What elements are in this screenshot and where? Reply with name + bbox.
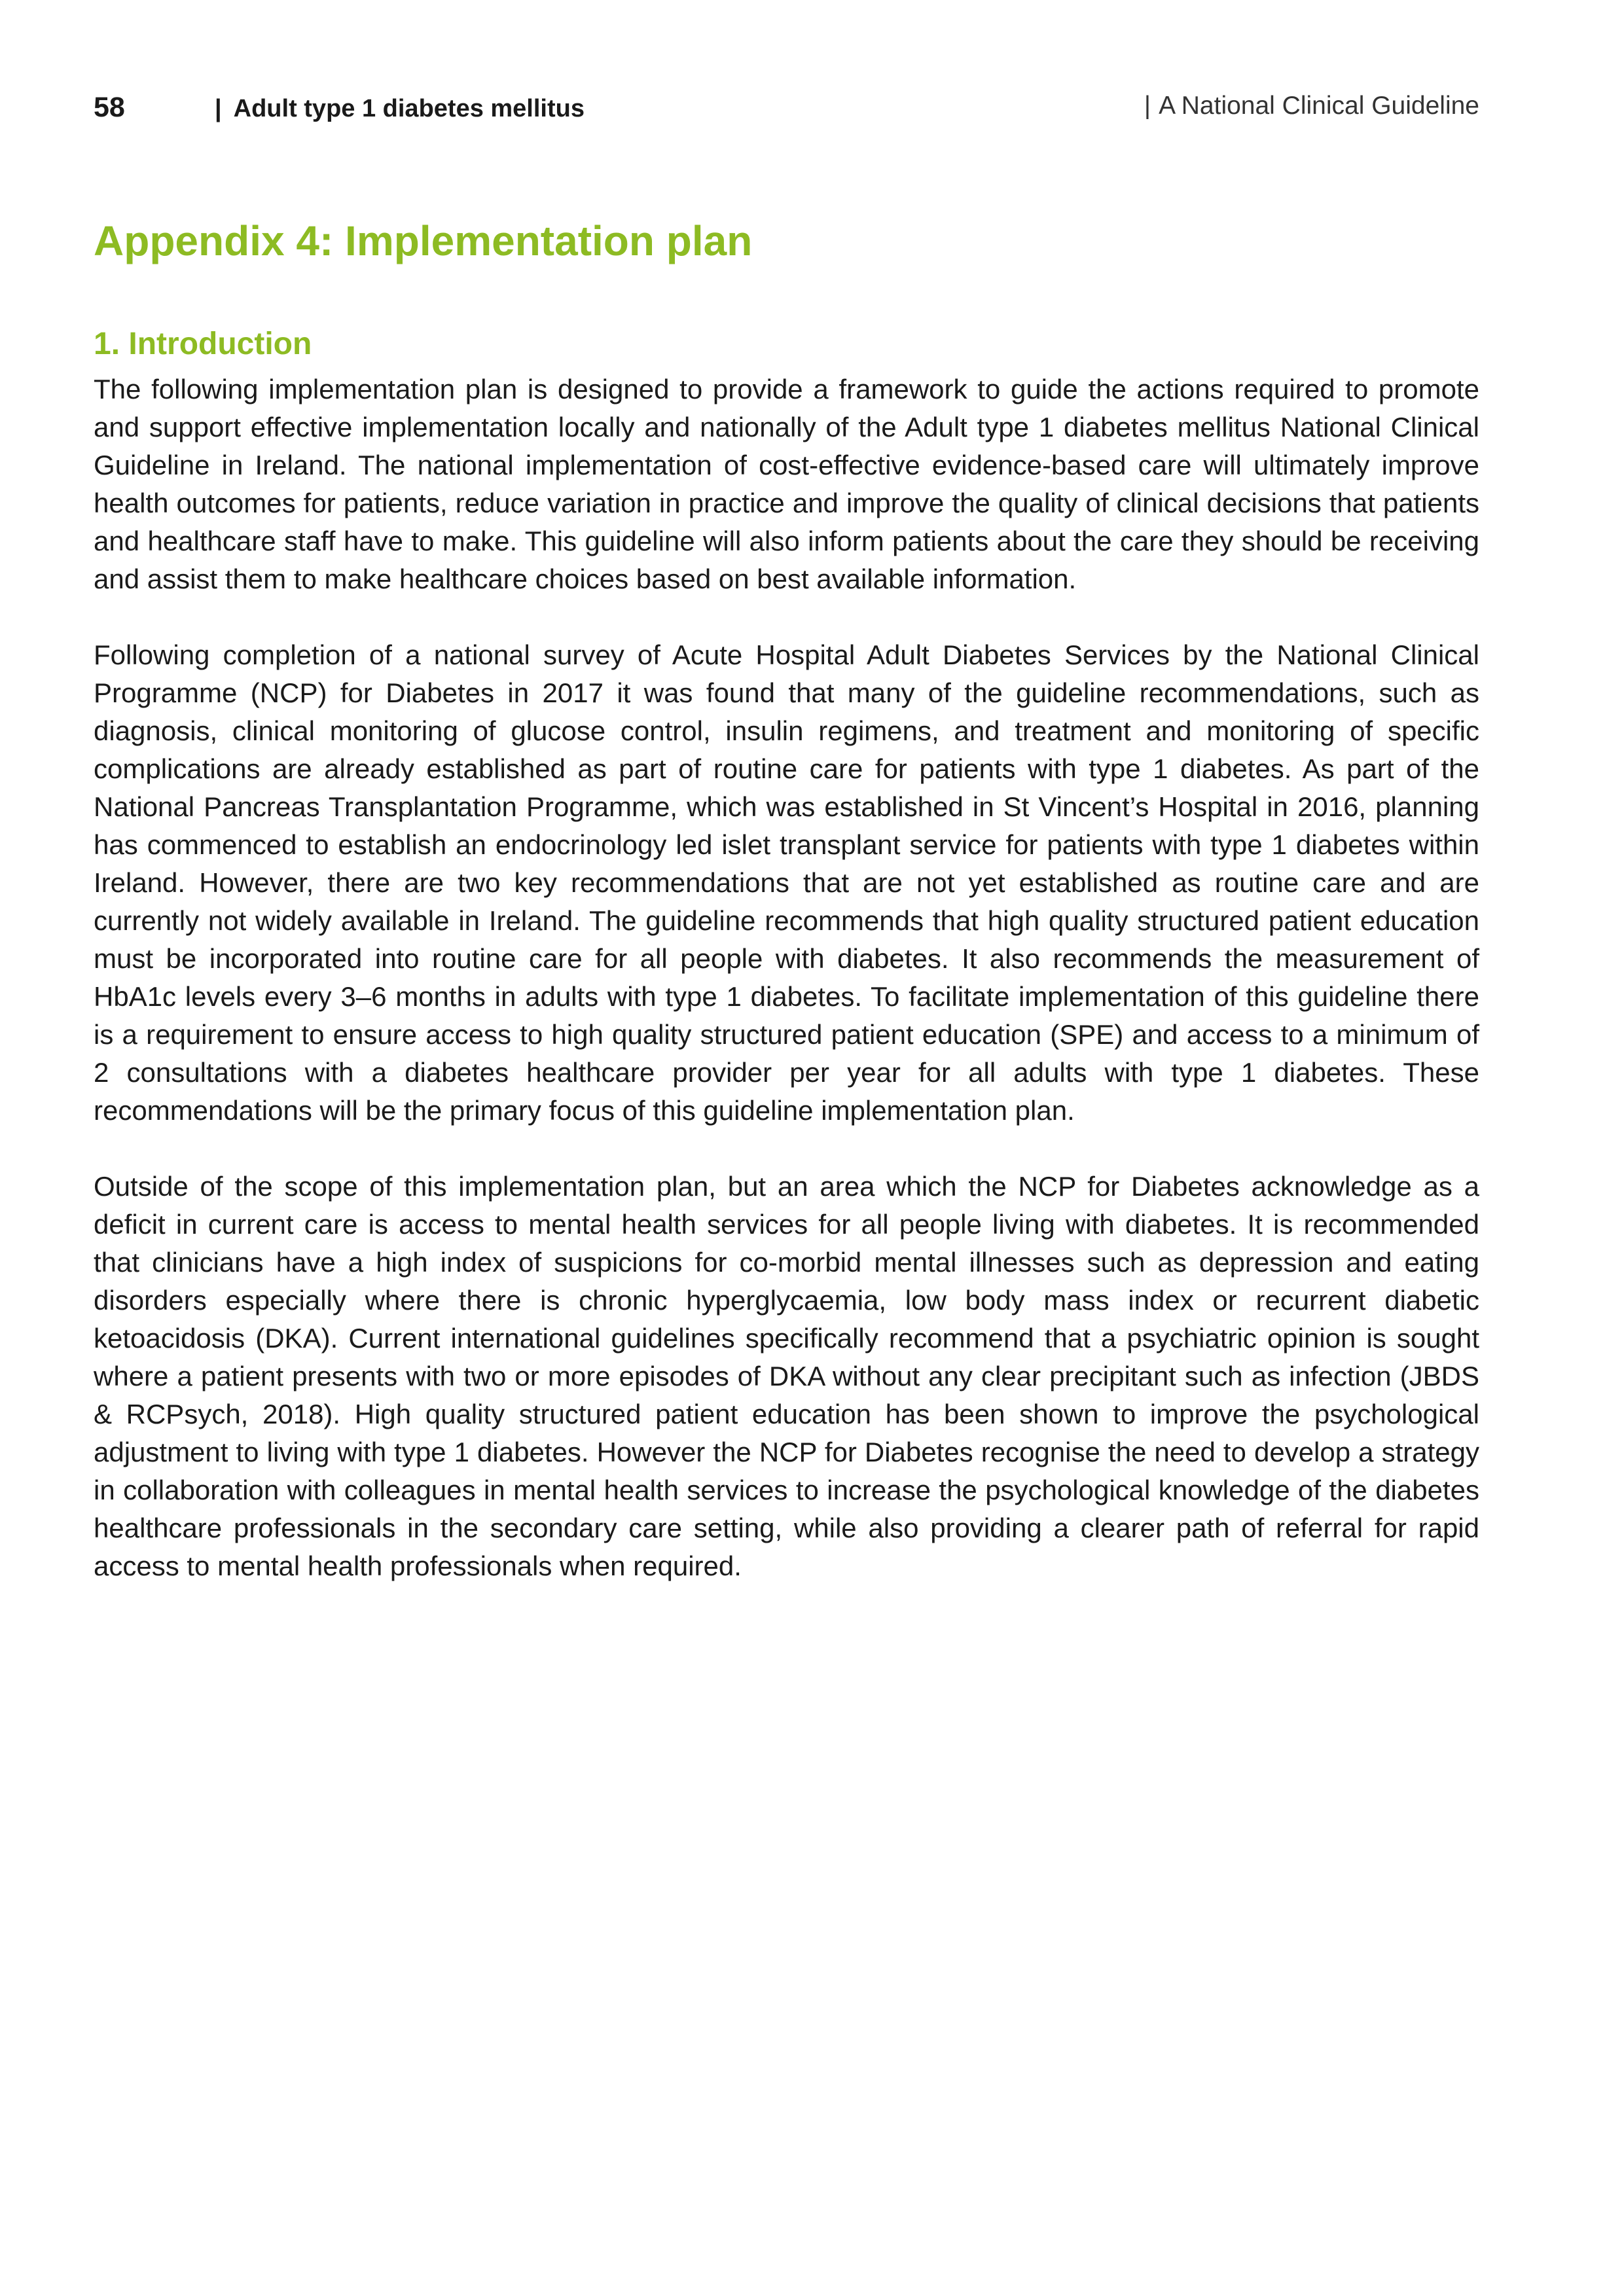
running-title-text: Adult type 1 diabetes mellitus bbox=[233, 95, 585, 122]
header-right-separator: | bbox=[1144, 92, 1151, 120]
paragraph-1: The following implementation plan is designed to provide a framework to guide the actions required to promote and support effective implementation locally and nationally of the Adult type 1 diabetes mellitus National Clinical Guideline in Ireland. The national implementation of cost-effective evidence-based care will ultimately improve health outcomes for patients, reduce variation in practice and improve the quality of clinical decisions that patients and healthcare staff have to make. This guideline will also inform patients about the care they should be receiving and assist them to make healthcare choices based on best available information. bbox=[94, 374, 1479, 595]
paragraph-2: Following completion of a national survey of Acute Hospital Adult Diabetes Services by the National Clinical Programme (NCP) for Diabetes in 2017 it was found that many of the guideline recommendations, such as diagnosis, clinical monitoring of glucose control, insulin regimens, and treatment and monitoring of specific complications are already established as part of routine care for patients with type 1 diabetes. As part of the National Pancreas Transplantation Programme, which was established in St Vincent’s Hospital in 2016, planning has commenced to establish an endocrinology led islet transplant service for patients with type 1 diabetes within Ireland. However, there are two key recommendations that are not yet established as routine care and are currently not widely available in Ireland. The guideline recommends that high quality structured patient education must be incorporated into routine care for all people with diabetes. It also recommends the measurement of HbA1c levels every 3–6 months in adults with type 1 diabetes. To facilitate implementation of this guideline there is a requirement to ensure access to high quality structured patient education (SPE) and access to a minimum of 2 consultations with a diabetes healthcare provider per year for all adults with type 1 diabetes. These recommendations will be the primary focus of this guideline implementation plan. bbox=[94, 639, 1479, 1126]
page-header-left bbox=[94, 92, 585, 124]
running-title bbox=[215, 95, 585, 123]
paragraph-3: Outside of the scope of this implementation plan, but an area which the NCP for Diabetes acknowledge as a deficit in current care is access to mental health services for all people living with diabetes. It is recommended that clinicians have a high index of suspicions for co-morbid mental illnesses such as depression and eating disorders especially where there is chronic hyperglycaemia, low body mass index or recurrent diabetic ketoacidosis (DKA). Current international guidelines specifically recommend that a psychiatric opinion is sought where a patient presents with two or more episodes of DKA without any clear precipitant such as infection (JBDS & RCPsych, 2018). High quality structured patient education has been shown to improve the psychological adjustment to living with type 1 diabetes. However the NCP for Diabetes recognise the need to develop a strategy in collaboration with colleagues in mental health services to increase the psychological knowledge of the diabetes healthcare professionals in the secondary care setting, while also providing a clearer path of referral for rapid access to mental health professionals when required. bbox=[94, 1171, 1479, 1582]
page-content bbox=[94, 216, 1479, 1623]
appendix-title: Appendix 4: Implementation plan bbox=[94, 217, 753, 264]
series-title: A National Clinical Guideline bbox=[1159, 92, 1479, 120]
page-number: 58 bbox=[94, 92, 125, 123]
page-header-right bbox=[1144, 92, 1479, 120]
header-separator: | bbox=[215, 95, 222, 122]
section-heading: 1. Introduction bbox=[94, 326, 312, 361]
